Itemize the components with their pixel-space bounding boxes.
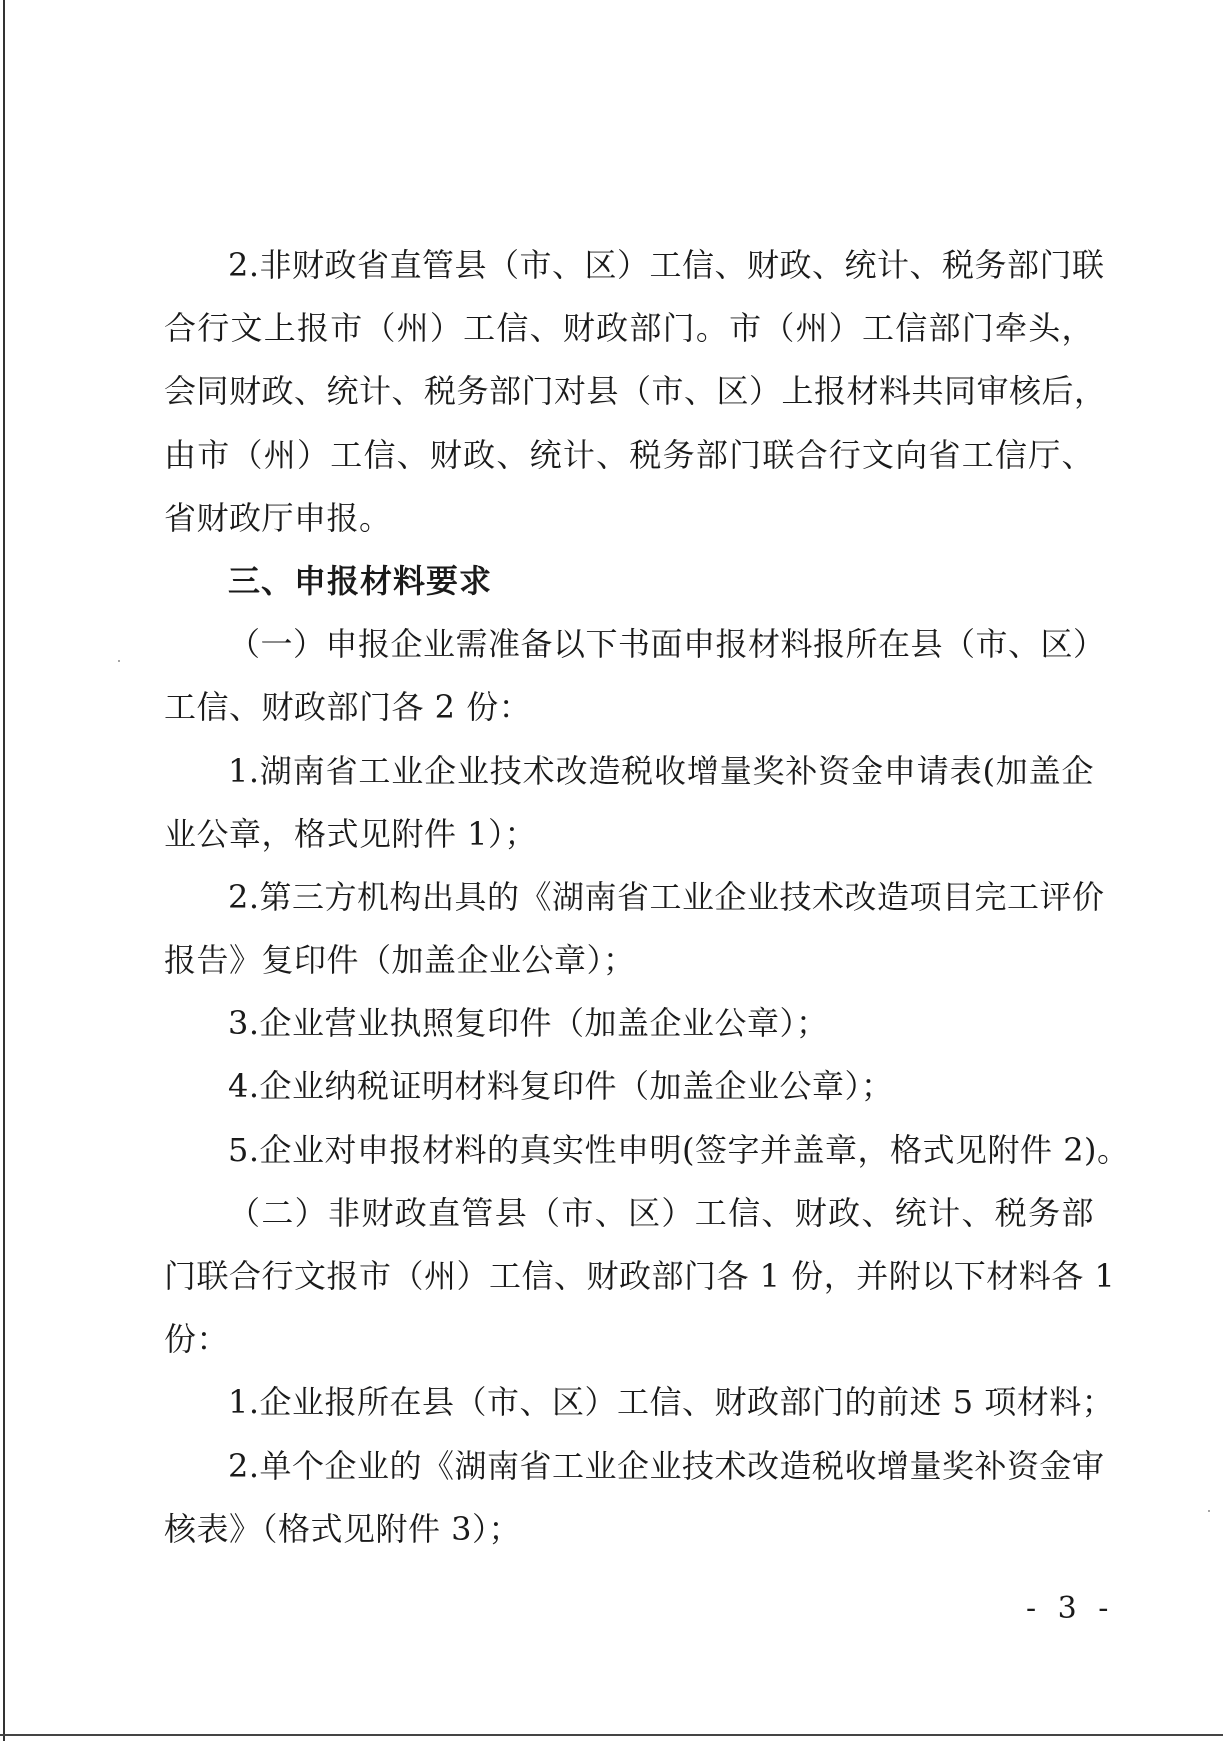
paragraph-line: （二）非财政直管县（市、区）工信、财政、统计、税务部: [228, 1193, 1094, 1232]
document-body: [164, 234, 1130, 1561]
page-number: - 3 -: [1026, 1591, 1115, 1626]
scan-border-left: [3, 0, 5, 1741]
section-heading: 三、申报材料要求: [228, 561, 493, 600]
paragraph-line: 份：: [164, 1320, 230, 1359]
paragraph-line: 门联合行文报市（州）工信、财政部门各 1 份，并附以下材料各 1: [164, 1257, 1116, 1295]
scan-speck: [118, 660, 120, 662]
paragraph-line: 2.非财政省直管县（市、区）工信、财政、统计、税务部门联: [228, 246, 1105, 284]
list-item-line: 4.企业纳税证明材料复印件（加盖企业公章）；: [228, 1067, 894, 1106]
paragraph-line: 工信、财政部门各 2 份：: [164, 688, 532, 727]
list-item-line: 1.湖南省工业企业技术改造税收增量奖补资金申请表(加盖企: [228, 751, 1094, 790]
list-item-line: 报告》复印件（加盖企业公章）；: [164, 941, 636, 980]
paragraph-line: 省财政厅申报。: [164, 498, 392, 537]
list-item-line: 3.企业营业执照复印件（加盖企业公章）；: [228, 1004, 829, 1043]
list-item-line: 2.第三方机构出具的《湖南省工业企业技术改造项目完工评价: [228, 877, 1105, 916]
paragraph-line: （一）申报企业需准备以下书面申报材料报所在县（市、区）: [228, 625, 1106, 664]
list-item-line: 核表》（格式见附件 3）；: [164, 1509, 522, 1548]
list-item-line: 2.单个企业的《湖南省工业企业技术改造税收增量奖补资金审: [228, 1446, 1105, 1485]
scan-speck: [1208, 1510, 1210, 1512]
paragraph-line: 合行文上报市（州）工信、财政部门。市（州）工信部门牵头，: [164, 309, 1094, 348]
list-item-line: 5.企业对申报材料的真实性申明(签字并盖章，格式见附件 2)。: [228, 1130, 1130, 1169]
paragraph-line: 会同财政、统计、税务部门对县（市、区）上报材料共同审核后，: [164, 372, 1107, 411]
list-item-line: 业公章，格式见附件 1）；: [164, 814, 538, 853]
list-item-line: 1.企业报所在县（市、区）工信、财政部门的前述 5 项材料；: [228, 1383, 1115, 1422]
paragraph-line: 由市（州）工信、财政、统计、税务部门联合行文向省工信厅、: [164, 435, 1094, 474]
scan-border-bottom: [0, 1734, 1223, 1736]
